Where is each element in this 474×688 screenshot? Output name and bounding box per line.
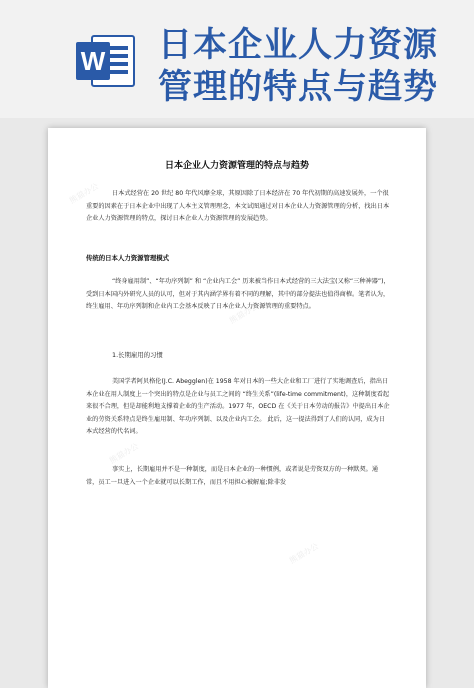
document-title: 日本企业人力资源管理的特点与趋势 [164,161,309,171]
watermark: 熊猫办公 [227,301,261,326]
watermark: 熊猫办公 [67,181,101,206]
banner-title [158,24,468,108]
paragraph-long-term-employment: 事实上，长期雇用并不是一种制度，而是日本企业的一种惯例，或者说是劳资双方的一种默契。通常，员工一旦进入一个企业就可以长期工作，而且不用担心被解雇;除非发 [86,466,379,486]
paragraph-three-treasures: “终身雇用制”、“年功序列制” 和 “企业内工会” 历来被当作日本式经营的三大法宝(又称“三种神器”)，受到日本国内外研究人员的认可，但对于其内涵学界有着不同的理解，其中的部分提法也值得商榷。笔者认为，终生雇用、年功序列制和企业内工会基本反映了日本企业人力资源管理的重要特点。 [86,278,390,310]
watermark: 熊猫办公 [287,541,321,566]
banner-title-line2: 管理的特点与趋势 [158,67,438,107]
word-logo-icon [74,30,136,92]
document-page [48,128,426,688]
watermark: 熊猫办公 [107,441,141,466]
paragraph-intro: 日本式经营在 20 世纪 80 年代风靡全球，其原因除了日本经济在 70 年代初期的高速发展外，一个很重要的因素在于日本企业中出现了人本主义管理理念，本文试图通过对日本企业人力资源管理的分析，找出日本企业人力资源管理的特点，探讨日本企业人力资源管理的发展趋势。 [86,190,390,222]
section-heading: 传统的日本人力资源管理模式 [86,254,170,262]
word-logo-letter: W [80,46,106,76]
banner-title-line1: 日本企业人力资源 [158,25,438,65]
subsection-heading: 1.长期雇用的习惯 [112,351,163,359]
banner [0,0,474,118]
paragraph-abegglen: 美国学者阿贝格伦(J.C. Abegglen)在 1958 年对日本的一些大企业和工厂进行了实地调查后，指出日本企业在用人制度上一个突出的特点是企业与员工之间的 “终生关系”(life-time commitment)，这种制度看起来很不合理，但是却能利地支撑着企业的生产活动。1977 年，OECD 在《关于日本劳动的报告》中提出日本企业的劳资关系特点是终生雇用制、年功序列制、以及企业内工会。 此后，这一提法得到了人们的认同，成为日本式经营的代名词。 [86,378,390,435]
